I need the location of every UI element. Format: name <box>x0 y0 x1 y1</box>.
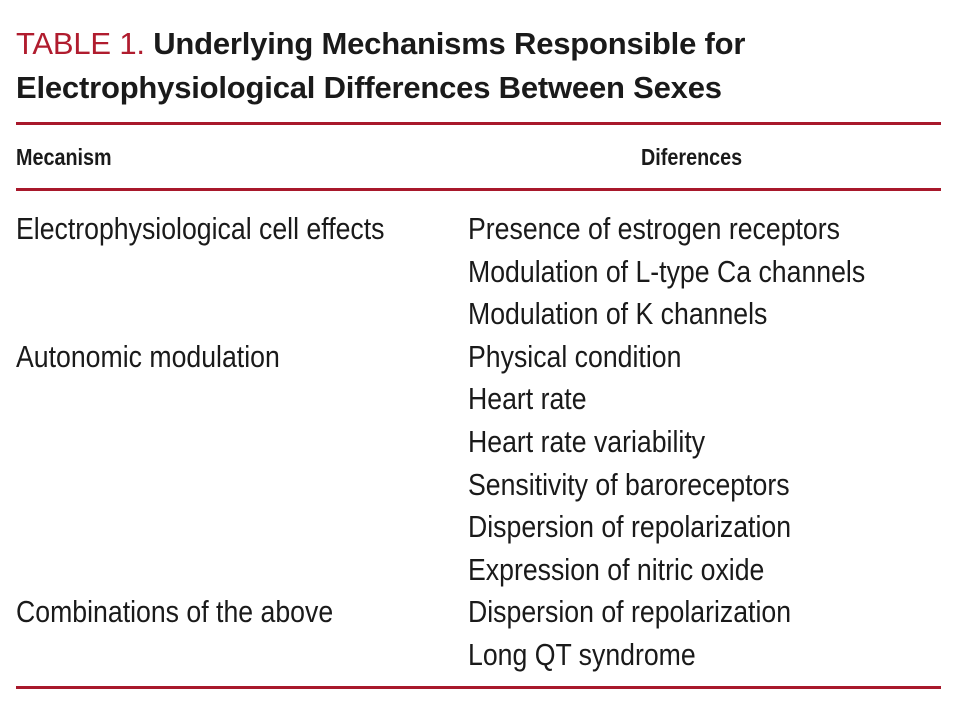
differences-cell <box>468 336 875 592</box>
bottom-rule <box>16 686 941 689</box>
mechanism-cell: Combinations of the above <box>16 594 334 630</box>
difference-item: Modulation of L-type Ca channels <box>468 253 866 289</box>
difference-item: Presence of estrogen receptors <box>468 211 840 246</box>
column-header-mechanism: Mecanism <box>16 144 112 170</box>
table-row <box>16 336 941 592</box>
mechanism-cell: Electrophysiological cell effects <box>16 211 385 246</box>
difference-item: Heart rate variability <box>468 423 706 459</box>
table-caption <box>16 22 936 110</box>
difference-item: Heart rate <box>468 381 587 417</box>
table-row <box>16 591 941 676</box>
difference-item: Physical condition <box>468 338 682 374</box>
table-body <box>16 208 941 677</box>
table-title-line-2: Electrophysiological Differences Between Sexes <box>16 70 722 105</box>
differences-cell <box>468 591 875 676</box>
difference-item: Expression of nitric oxide <box>468 551 765 587</box>
top-rule <box>16 122 941 125</box>
difference-item: Dispersion of repolarization <box>468 594 792 630</box>
difference-item: Long QT syndrome <box>468 636 696 672</box>
header-rule <box>16 188 941 191</box>
table-row <box>16 208 941 336</box>
column-header-differences: Diferences <box>641 144 743 170</box>
table-title-line-1: Underlying Mechanisms Responsible for <box>153 26 746 61</box>
difference-item: Modulation of K channels <box>468 296 768 332</box>
difference-item: Dispersion of repolarization <box>468 509 792 545</box>
difference-item: Sensitivity of baroreceptors <box>468 466 790 502</box>
differences-cell <box>468 208 875 336</box>
mechanism-cell: Autonomic modulation <box>16 338 280 374</box>
table-label: TABLE 1. <box>16 26 145 61</box>
